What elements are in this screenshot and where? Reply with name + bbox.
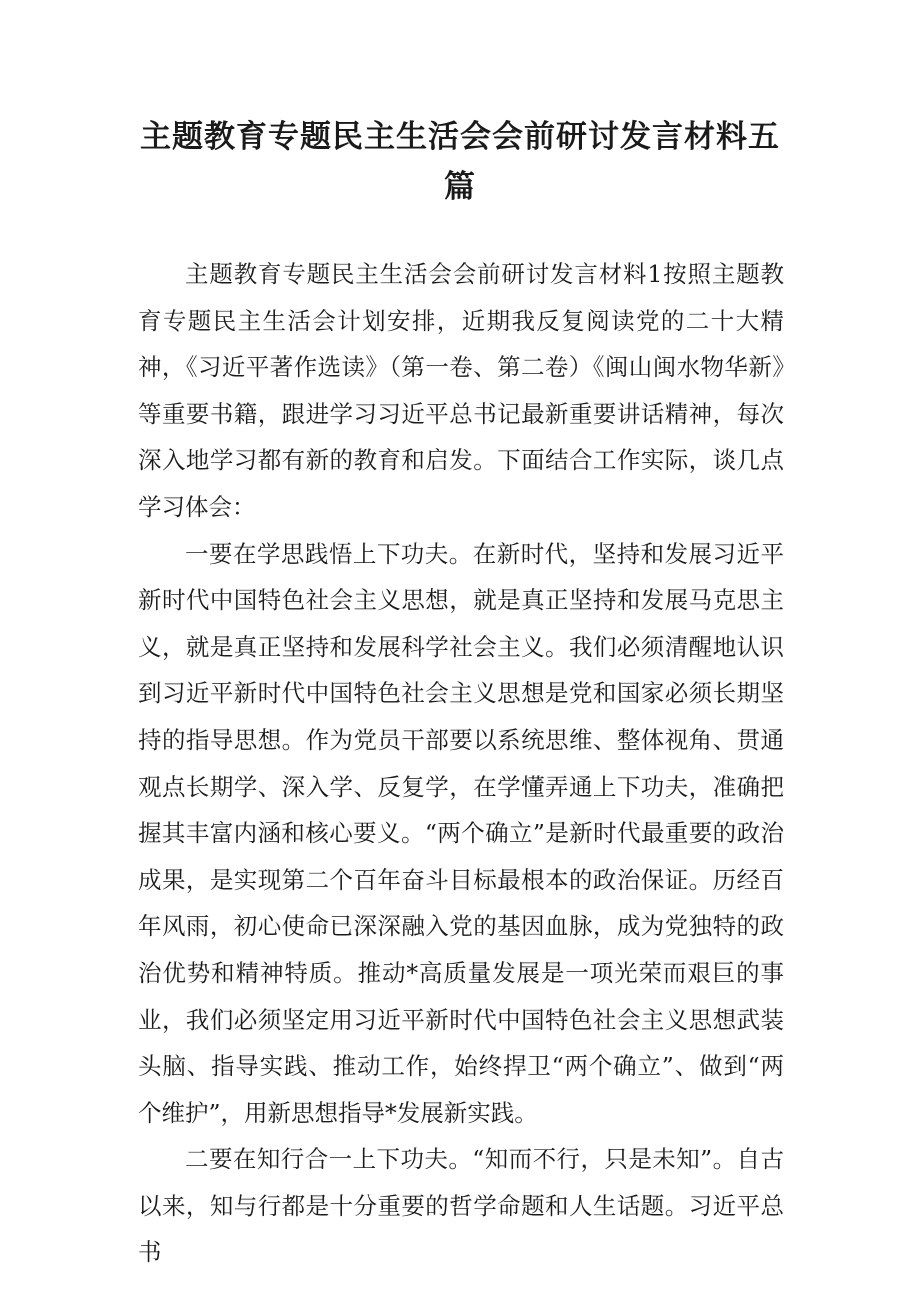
document-title: 主题教育专题民主生活会会前研讨发言材料五篇 (140, 119, 780, 205)
paragraph-intro: 主题教育专题民主生活会会前研讨发言材料1按照主题教育专题民主生活会计划安排，近期我反复阅读党的二十大精神，《习近平著作选读》（第一卷、第二卷）《闽山闽水物华新》等重要书籍，跟进学习习近平总书记最新重要讲话精神，每次深入地学习都有新的教育和启发。下面结合工作实际，谈几点学习体会： (138, 260, 784, 521)
paragraph-point-two: 二要在知行合一上下功夫。“知而不行，只是未知”。自古以来，知与行都是十分重要的哲学命题和人生话题。习近平总书 (138, 1145, 784, 1267)
paragraph-point-one: 一要在学思践悟上下功夫。在新时代，坚持和发展习近平新时代中国特色社会主义思想，就是真正坚持和发展马克思主义，就是真正坚持和发展科学社会主义。我们必须清醒地认识到习近平新时代中国特色社会主义思想是党和国家必须长期坚持的指导思想。作为党员干部要以系统思维、整体视角、贯通观点长期学、深入学、反复学，在学懂弄通上下功夫，准确把握其丰富内涵和核心要义。“两个确立”是新时代最重要的政治成果，是实现第二个百年奋斗目标最根本的政治保证。历经百年风雨，初心使命已深深融入党的基因血脉，成为党独特的政治优势和精神特质。推动*高质量发展是一项光荣而艰巨的事业，我们必须坚定用习近平新时代中国特色社会主义思想武装头脑、指导实践、推动工作，始终捍卫“两个确立”、做到“两个维护”，用新思想指导*发展新实践。 (138, 539, 784, 1127)
document-body (138, 251, 784, 1276)
